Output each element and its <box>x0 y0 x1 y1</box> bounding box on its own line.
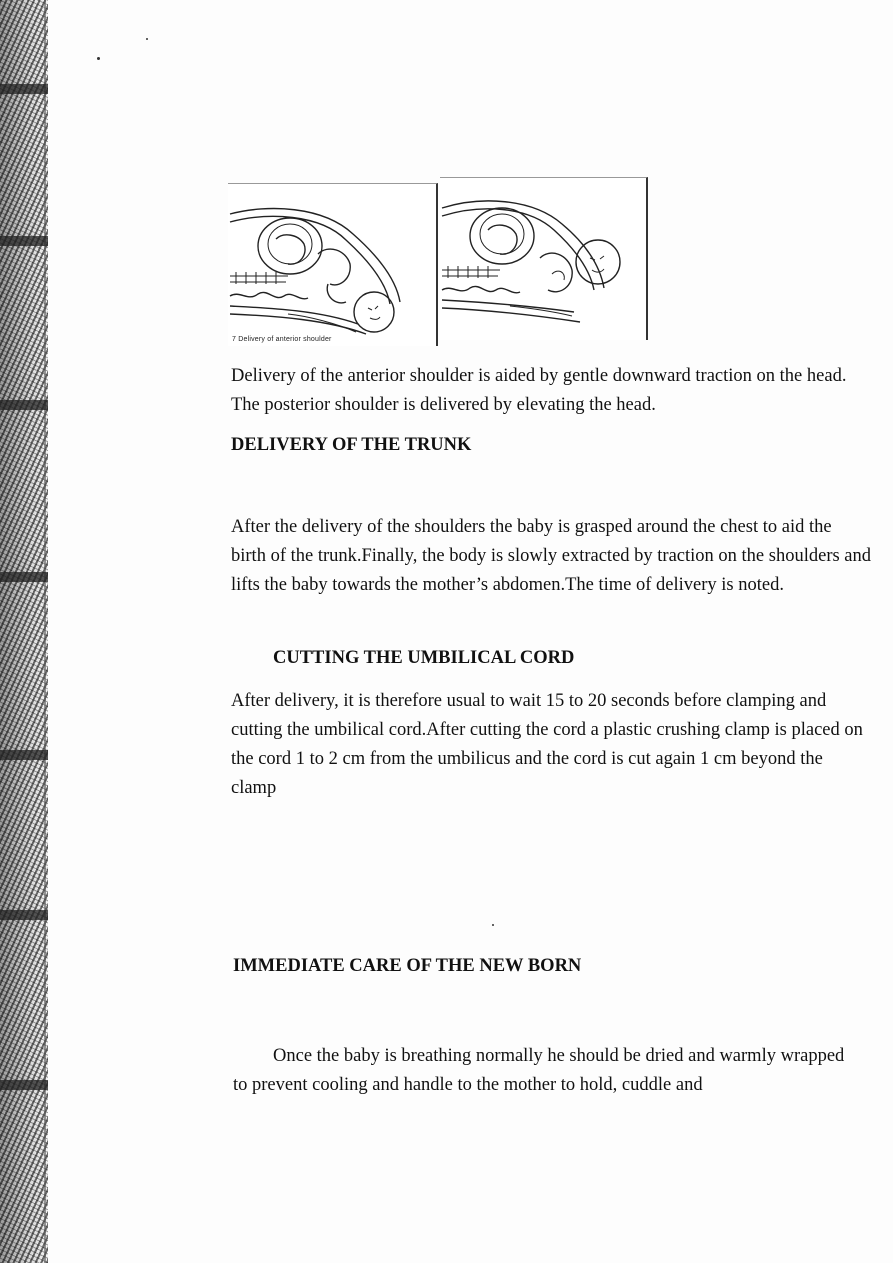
binding-shadow-line <box>44 0 46 1263</box>
birth-illustration-left <box>228 184 436 346</box>
care-paragraph: Once the baby is breathing normally he should be dried and warmly wrapped to prevent cooling and handle to the mother to hold, cuddle and <box>233 1046 845 1095</box>
scan-speck <box>146 38 148 40</box>
binding-band <box>0 572 48 582</box>
binding-band <box>0 910 48 920</box>
trunk-heading: DELIVERY OF THE TRUNK <box>231 435 472 455</box>
scan-binding-edge <box>0 0 48 1263</box>
binding-band <box>0 750 48 760</box>
figure-caption: 7 Delivery of anterior shoulder <box>232 336 332 343</box>
cord-heading: CUTTING THE UMBILICAL CORD <box>273 648 575 668</box>
binding-band <box>0 236 48 246</box>
figure-posterior-shoulder <box>440 177 648 340</box>
cord-paragraph: After delivery, it is therefore usual to wait 15 to 20 seconds before clamping and cutting the umbilical cord.After cutting the cord a plastic crushing clamp is placed on the cord 1 to 2 cm from the umbilicus and the cord is cut again 1 cm beyond the clamp <box>231 691 863 798</box>
figure-anterior-shoulder <box>228 183 438 346</box>
binding-band <box>0 400 48 410</box>
scan-speck <box>97 57 100 60</box>
shoulders-paragraph: Delivery of the anterior shoulder is aided by gentle downward traction on the head. The posterior shoulder is delivered by elevating the head. <box>231 366 847 415</box>
birth-illustration-right <box>440 178 646 340</box>
care-heading: IMMEDIATE CARE OF THE NEW BORN <box>233 956 582 976</box>
scan-speck <box>492 924 494 926</box>
binding-band <box>0 1080 48 1090</box>
binding-band <box>0 84 48 94</box>
trunk-paragraph: After the delivery of the shoulders the baby is grasped around the chest to aid the birth of the trunk.Finally, the body is slowly extracted by traction on the shoulders and lifts the baby towards the mother’s abdomen.The time of delivery is noted. <box>231 517 872 595</box>
